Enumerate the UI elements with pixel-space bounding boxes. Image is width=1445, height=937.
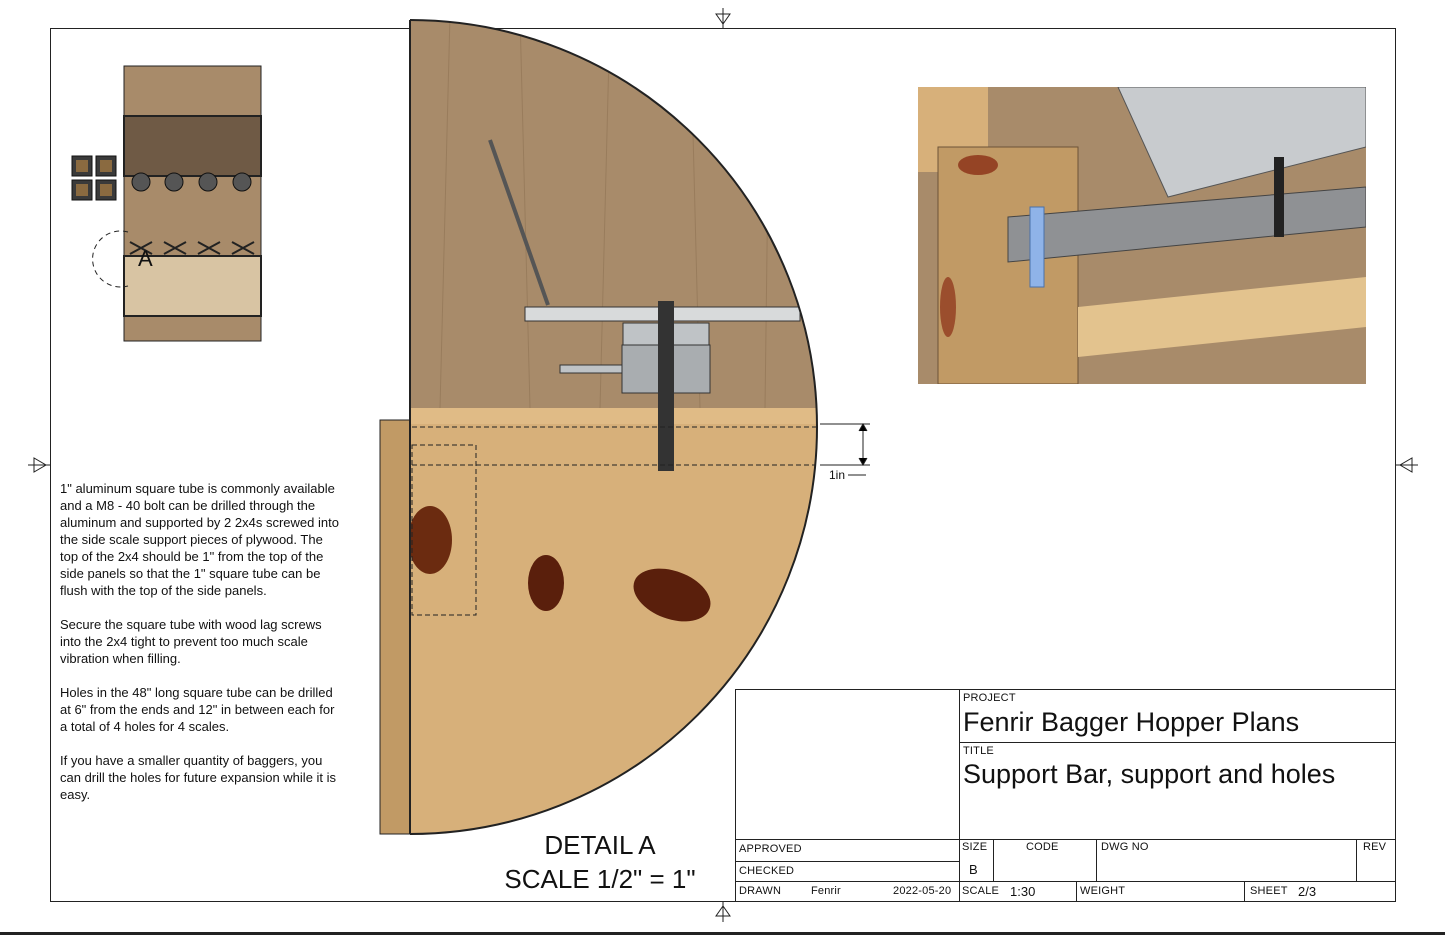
render-3d-view	[918, 87, 1366, 384]
dimension-label: 1in	[829, 468, 846, 482]
note-paragraph: 1" aluminum square tube is commonly available and a M8 - 40 bolt can be drilled through the aluminum and supported by 2 2x4s screwed into the side scale support pieces of plywood. The top of the 2x4 should be 1" from the top of the side panels so that the 1" square tube can be flush with the top of the side panels.	[60, 481, 339, 598]
code-label: CODE	[1026, 841, 1059, 853]
note-paragraph: Holes in the 48" long square tube can be drilled at 6" from the ends and 12" in between each for a total of 4 holes for 4 scales.	[60, 685, 335, 734]
note-paragraph: Secure the square tube with wood lag screws into the 2x4 tight to prevent too much scale vibration when filling.	[60, 617, 322, 666]
project-name: Fenrir Bagger Hopper Plans	[963, 707, 1300, 737]
size-value: B	[969, 862, 978, 877]
drawn-date: 2022-05-20	[893, 885, 952, 897]
size-label: SIZE	[962, 841, 988, 853]
title-label: TITLE	[963, 745, 994, 757]
rev-label: REV	[1363, 841, 1387, 853]
sheet-label: SHEET	[1250, 885, 1288, 897]
detail-label	[470, 828, 730, 896]
checked-label: CHECKED	[739, 865, 795, 877]
title-block	[735, 689, 1396, 902]
note-paragraph: If you have a smaller quantity of baggers, you can drill the holes for future expansion while it is easy.	[60, 753, 337, 802]
detail-scale: SCALE 1/2" = 1"	[504, 864, 696, 894]
drawn-label: DRAWN	[739, 885, 782, 897]
detail-title: DETAIL A	[544, 830, 656, 860]
weight-label: WEIGHT	[1080, 885, 1126, 897]
scale-label: SCALE	[962, 885, 1000, 897]
drawn-by: Fenrir	[811, 885, 841, 897]
notes-text	[60, 480, 340, 820]
sheet-value: 2/3	[1298, 884, 1317, 899]
approved-label: APPROVED	[739, 843, 802, 855]
scale-value: 1:30	[1010, 884, 1036, 899]
overview-callout-label: A	[138, 246, 153, 271]
overview-view	[68, 64, 268, 344]
dwg-no-label: DWG NO	[1101, 841, 1149, 853]
drawing-title: Support Bar, support and holes	[963, 759, 1336, 789]
project-label: PROJECT	[963, 692, 1016, 704]
